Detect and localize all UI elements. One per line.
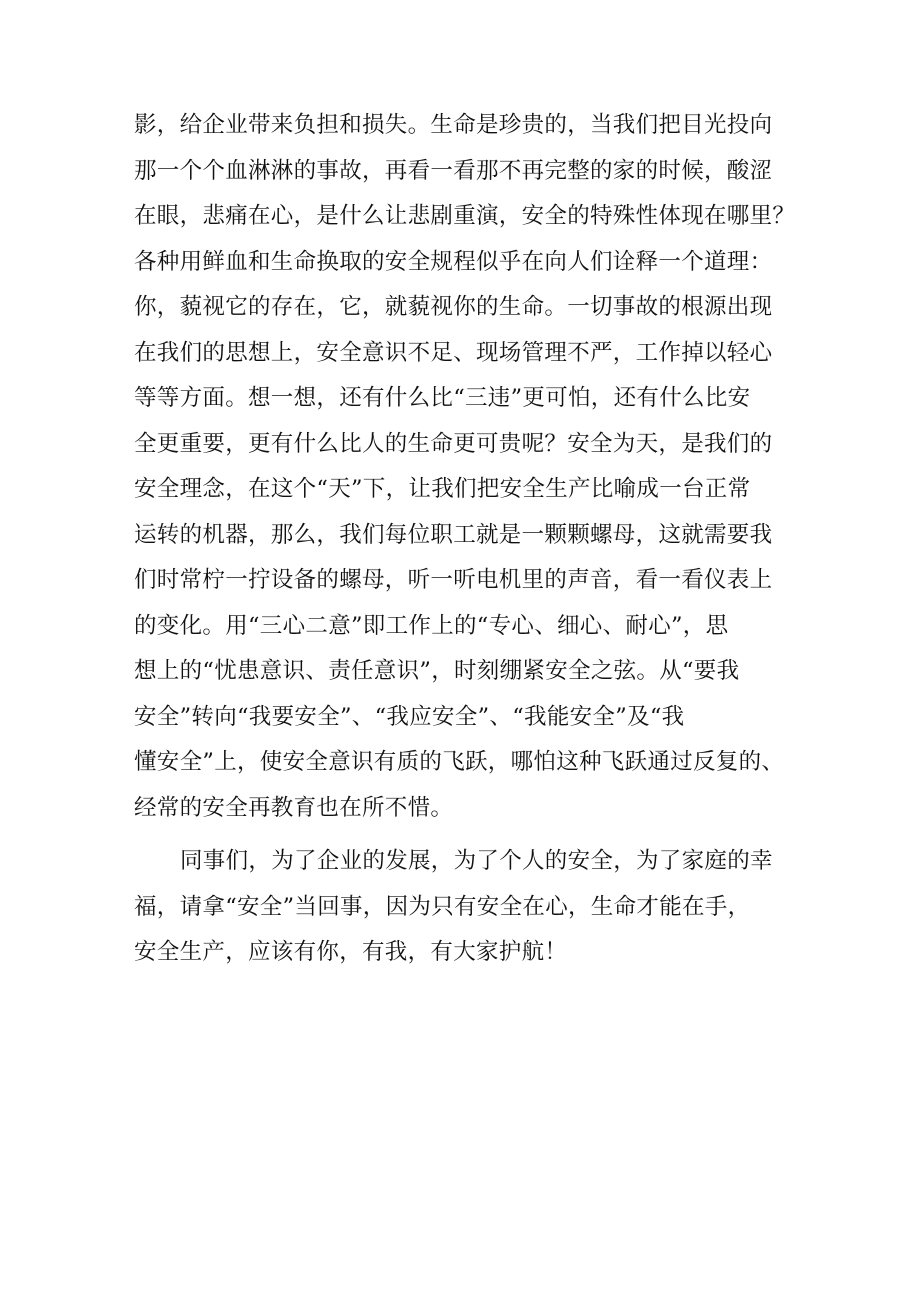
- text-line: 各种用鲜血和生命换取的安全规程似乎在向人们诠释一个道理：: [134, 248, 773, 275]
- text-line: 那一个个血淋淋的事故，再看一看那不再完整的家的时候，酸涩: [134, 157, 773, 184]
- paragraph-spacer: [134, 831, 814, 839]
- text-line: 的变化。用“三心二意”即工作上的“专心、细心、耐心”，思: [134, 612, 729, 639]
- text-line: 运转的机器，那么，我们每位职工就是一颗颗螺母，这就需要我: [134, 521, 773, 548]
- paragraph-2: [134, 839, 814, 976]
- paragraph-1: [134, 103, 814, 831]
- text-line: 在眼，悲痛在心，是什么让悲剧重演，安全的特殊性体现在哪里？: [134, 203, 796, 229]
- text-line: 影，给企业带来负担和损失。生命是珍贵的，当我们把目光投向: [134, 112, 773, 138]
- text-line: 福，请拿“安全”当回事，因为只有安全在心，生命才能在手，: [134, 893, 751, 920]
- text-line: 安全生产，应该有你，有我，有大家护航！: [134, 939, 568, 965]
- text-line: 全更重要，更有什么比人的生命更可贵呢？安全为天，是我们的: [134, 430, 773, 457]
- text-line: 懂安全”上，使安全意识有质的飞跃，哪怕这种飞跃通过反复的、: [134, 749, 785, 775]
- document-body: [134, 103, 814, 976]
- text-line: 你，藐视它的存在，它，就藐视你的生命。一切事故的根源出现: [134, 294, 773, 320]
- text-line: 安全”转向“我要安全”、“我应安全”、“我能安全”及“我: [134, 703, 685, 730]
- text-line: 们时常柠一拧设备的螺母，听一听电机里的声音，看一看仪表上: [134, 567, 773, 593]
- text-line: 等等方面。想一想，还有什么比“三违”更可怕，还有什么比安: [134, 385, 751, 411]
- text-line: 在我们的思想上，安全意识不足、现场管理不严，工作掉以轻心: [134, 339, 773, 366]
- text-line: 同事们，为了企业的发展，为了个人的安全，为了家庭的幸: [180, 848, 773, 874]
- text-line: 安全理念，在这个“天”下，让我们把安全生产比喻成一台正常: [134, 476, 751, 502]
- text-line: 经常的安全再教育也在所不惜。: [134, 794, 454, 821]
- text-line: 想上的“忧患意识、责任意识”，时刻绷紧安全之弦。从“要我: [134, 658, 740, 684]
